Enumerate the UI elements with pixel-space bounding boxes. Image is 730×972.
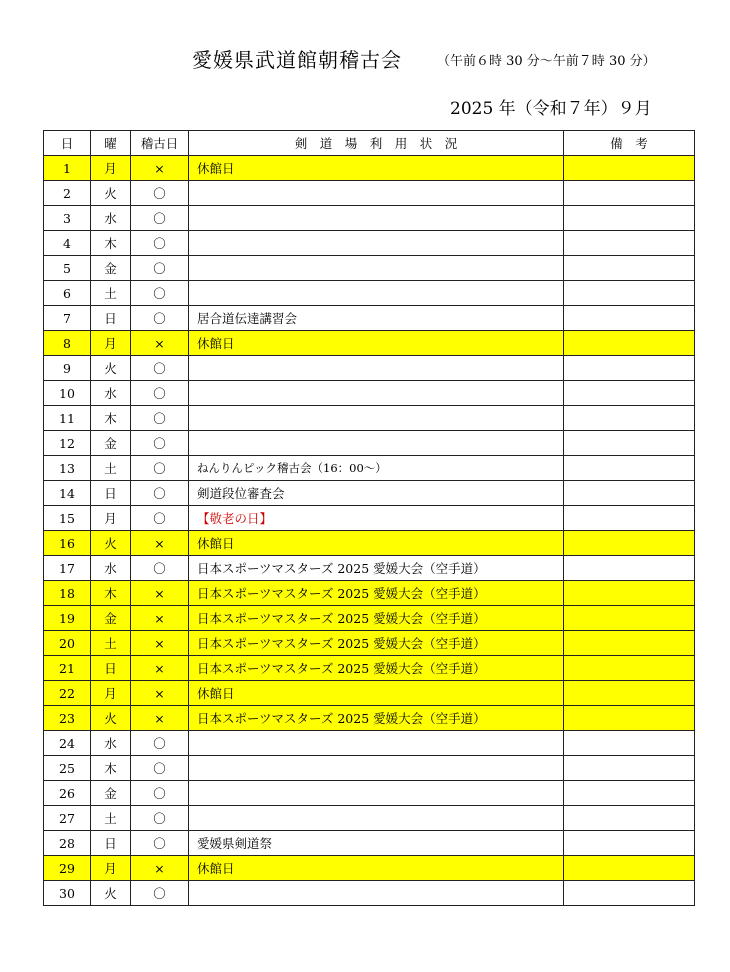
weekday-cell: 水	[91, 381, 131, 406]
day-cell: 24	[44, 731, 91, 756]
weekday-cell: 金	[91, 256, 131, 281]
table-row	[44, 856, 695, 881]
practice-cell: 〇	[131, 731, 189, 756]
table-row	[44, 606, 695, 631]
weekday-cell: 木	[91, 231, 131, 256]
day-cell: 30	[44, 881, 91, 906]
usage-cell	[189, 181, 564, 206]
table-row	[44, 281, 695, 306]
weekday-cell: 水	[91, 731, 131, 756]
usage-cell: 愛媛県剣道祭	[189, 831, 564, 856]
usage-cell	[189, 731, 564, 756]
weekday-cell: 土	[91, 631, 131, 656]
practice-cell: 〇	[131, 256, 189, 281]
header-day: 日	[44, 131, 91, 156]
table-row	[44, 831, 695, 856]
weekday-cell: 火	[91, 181, 131, 206]
usage-cell: 日本スポーツマスターズ 2025 愛媛大会（空手道）	[189, 631, 564, 656]
note-cell	[564, 881, 695, 906]
day-cell: 9	[44, 356, 91, 381]
period-label: 2025 年（令和７年）９月	[450, 99, 652, 119]
usage-cell	[189, 756, 564, 781]
note-cell	[564, 281, 695, 306]
day-cell: 7	[44, 306, 91, 331]
table-row	[44, 156, 695, 181]
day-cell: 21	[44, 656, 91, 681]
weekday-cell: 火	[91, 881, 131, 906]
weekday-cell: 日	[91, 306, 131, 331]
practice-cell: 〇	[131, 556, 189, 581]
usage-cell	[189, 281, 564, 306]
note-cell	[564, 706, 695, 731]
usage-cell	[189, 781, 564, 806]
table-row	[44, 756, 695, 781]
note-cell	[564, 656, 695, 681]
schedule-table	[43, 130, 695, 906]
day-cell: 11	[44, 406, 91, 431]
day-cell: 13	[44, 456, 91, 481]
day-cell: 27	[44, 806, 91, 831]
day-cell: 2	[44, 181, 91, 206]
note-cell	[564, 181, 695, 206]
usage-cell: 休館日	[189, 531, 564, 556]
note-cell	[564, 406, 695, 431]
usage-cell: ねんりんピック稽古会（16：00～）	[189, 456, 564, 481]
practice-cell: 〇	[131, 206, 189, 231]
weekday-cell: 月	[91, 681, 131, 706]
usage-cell	[189, 231, 564, 256]
table-row	[44, 456, 695, 481]
day-cell: 12	[44, 431, 91, 456]
table-row	[44, 681, 695, 706]
practice-cell: 〇	[131, 781, 189, 806]
practice-cell: 〇	[131, 406, 189, 431]
note-cell	[564, 331, 695, 356]
usage-cell: 日本スポーツマスターズ 2025 愛媛大会（空手道）	[189, 581, 564, 606]
note-cell	[564, 231, 695, 256]
note-cell	[564, 256, 695, 281]
weekday-cell: 金	[91, 781, 131, 806]
day-cell: 26	[44, 781, 91, 806]
note-cell	[564, 356, 695, 381]
note-cell	[564, 431, 695, 456]
weekday-cell: 日	[91, 481, 131, 506]
day-cell: 22	[44, 681, 91, 706]
weekday-cell: 月	[91, 856, 131, 881]
practice-cell: 〇	[131, 356, 189, 381]
note-cell	[564, 206, 695, 231]
practice-cell: ×	[131, 656, 189, 681]
usage-cell	[189, 256, 564, 281]
day-cell: 1	[44, 156, 91, 181]
practice-cell: ×	[131, 706, 189, 731]
practice-cell: ×	[131, 581, 189, 606]
header-usage: 剣 道 場 利 用 状 況	[189, 131, 564, 156]
day-cell: 29	[44, 856, 91, 881]
usage-cell: 剣道段位審査会	[189, 481, 564, 506]
table-row	[44, 206, 695, 231]
weekday-cell: 水	[91, 206, 131, 231]
practice-cell: 〇	[131, 806, 189, 831]
day-cell: 23	[44, 706, 91, 731]
page-title: 愛媛県武道館朝稽古会	[192, 48, 402, 72]
table-row	[44, 656, 695, 681]
usage-cell	[189, 206, 564, 231]
weekday-cell: 木	[91, 756, 131, 781]
usage-cell: 【敬老の日】	[189, 506, 564, 531]
note-cell	[564, 531, 695, 556]
note-cell	[564, 456, 695, 481]
table-row	[44, 181, 695, 206]
usage-cell: 休館日	[189, 331, 564, 356]
note-cell	[564, 681, 695, 706]
day-cell: 4	[44, 231, 91, 256]
table-row	[44, 256, 695, 281]
table-row	[44, 581, 695, 606]
weekday-cell: 金	[91, 606, 131, 631]
note-cell	[564, 831, 695, 856]
usage-cell	[189, 431, 564, 456]
table-row	[44, 431, 695, 456]
weekday-cell: 火	[91, 531, 131, 556]
weekday-cell: 日	[91, 831, 131, 856]
usage-cell: 休館日	[189, 856, 564, 881]
note-cell	[564, 381, 695, 406]
day-cell: 8	[44, 331, 91, 356]
table-body	[44, 156, 695, 906]
note-cell	[564, 306, 695, 331]
practice-cell: ×	[131, 156, 189, 181]
day-cell: 3	[44, 206, 91, 231]
usage-cell	[189, 806, 564, 831]
weekday-cell: 日	[91, 656, 131, 681]
day-cell: 20	[44, 631, 91, 656]
table-row	[44, 481, 695, 506]
weekday-cell: 木	[91, 406, 131, 431]
table-row	[44, 331, 695, 356]
table-row	[44, 631, 695, 656]
table-header-row	[44, 131, 695, 156]
weekday-cell: 月	[91, 156, 131, 181]
usage-cell: 日本スポーツマスターズ 2025 愛媛大会（空手道）	[189, 706, 564, 731]
usage-cell: 日本スポーツマスターズ 2025 愛媛大会（空手道）	[189, 656, 564, 681]
table-row	[44, 731, 695, 756]
note-cell	[564, 606, 695, 631]
usage-cell	[189, 881, 564, 906]
practice-cell: 〇	[131, 306, 189, 331]
usage-cell: 休館日	[189, 156, 564, 181]
weekday-cell: 月	[91, 506, 131, 531]
weekday-cell: 火	[91, 356, 131, 381]
day-cell: 14	[44, 481, 91, 506]
practice-cell: 〇	[131, 431, 189, 456]
header-note: 備 考	[564, 131, 695, 156]
usage-cell	[189, 356, 564, 381]
table-row	[44, 881, 695, 906]
practice-cell: ×	[131, 531, 189, 556]
practice-cell: ×	[131, 631, 189, 656]
note-cell	[564, 856, 695, 881]
day-cell: 19	[44, 606, 91, 631]
usage-cell: 日本スポーツマスターズ 2025 愛媛大会（空手道）	[189, 556, 564, 581]
practice-cell: 〇	[131, 506, 189, 531]
usage-cell	[189, 381, 564, 406]
table-row	[44, 806, 695, 831]
practice-cell: ×	[131, 606, 189, 631]
table-row	[44, 506, 695, 531]
note-cell	[564, 731, 695, 756]
day-cell: 25	[44, 756, 91, 781]
weekday-cell: 火	[91, 706, 131, 731]
weekday-cell: 水	[91, 556, 131, 581]
weekday-cell: 土	[91, 806, 131, 831]
practice-cell: 〇	[131, 231, 189, 256]
note-cell	[564, 156, 695, 181]
day-cell: 16	[44, 531, 91, 556]
table-row	[44, 231, 695, 256]
practice-cell: 〇	[131, 456, 189, 481]
table-row	[44, 781, 695, 806]
table-row	[44, 356, 695, 381]
practice-cell: 〇	[131, 756, 189, 781]
weekday-cell: 月	[91, 331, 131, 356]
table-row	[44, 556, 695, 581]
weekday-cell: 木	[91, 581, 131, 606]
table-row	[44, 306, 695, 331]
practice-cell: 〇	[131, 481, 189, 506]
title-line	[0, 44, 730, 74]
day-cell: 10	[44, 381, 91, 406]
usage-cell: 休館日	[189, 681, 564, 706]
usage-cell: 居合道伝達講習会	[189, 306, 564, 331]
day-cell: 6	[44, 281, 91, 306]
note-cell	[564, 781, 695, 806]
day-cell: 15	[44, 506, 91, 531]
header-practice: 稽古日	[131, 131, 189, 156]
table-row	[44, 406, 695, 431]
note-cell	[564, 481, 695, 506]
table-row	[44, 531, 695, 556]
day-cell: 18	[44, 581, 91, 606]
time-note: （午前６時 30 分～午前７時 30 分）	[437, 54, 656, 69]
practice-cell: 〇	[131, 831, 189, 856]
practice-cell: ×	[131, 331, 189, 356]
usage-cell: 日本スポーツマスターズ 2025 愛媛大会（空手道）	[189, 606, 564, 631]
note-cell	[564, 631, 695, 656]
practice-cell: 〇	[131, 881, 189, 906]
weekday-cell: 土	[91, 456, 131, 481]
note-cell	[564, 581, 695, 606]
header-weekday: 曜	[91, 131, 131, 156]
practice-cell: ×	[131, 681, 189, 706]
note-cell	[564, 806, 695, 831]
practice-cell: 〇	[131, 181, 189, 206]
note-cell	[564, 506, 695, 531]
table-row	[44, 381, 695, 406]
usage-cell	[189, 406, 564, 431]
day-cell: 17	[44, 556, 91, 581]
weekday-cell: 金	[91, 431, 131, 456]
practice-cell: 〇	[131, 281, 189, 306]
note-cell	[564, 556, 695, 581]
practice-cell: 〇	[131, 381, 189, 406]
day-cell: 28	[44, 831, 91, 856]
practice-cell: ×	[131, 856, 189, 881]
weekday-cell: 土	[91, 281, 131, 306]
day-cell: 5	[44, 256, 91, 281]
note-cell	[564, 756, 695, 781]
table-row	[44, 706, 695, 731]
